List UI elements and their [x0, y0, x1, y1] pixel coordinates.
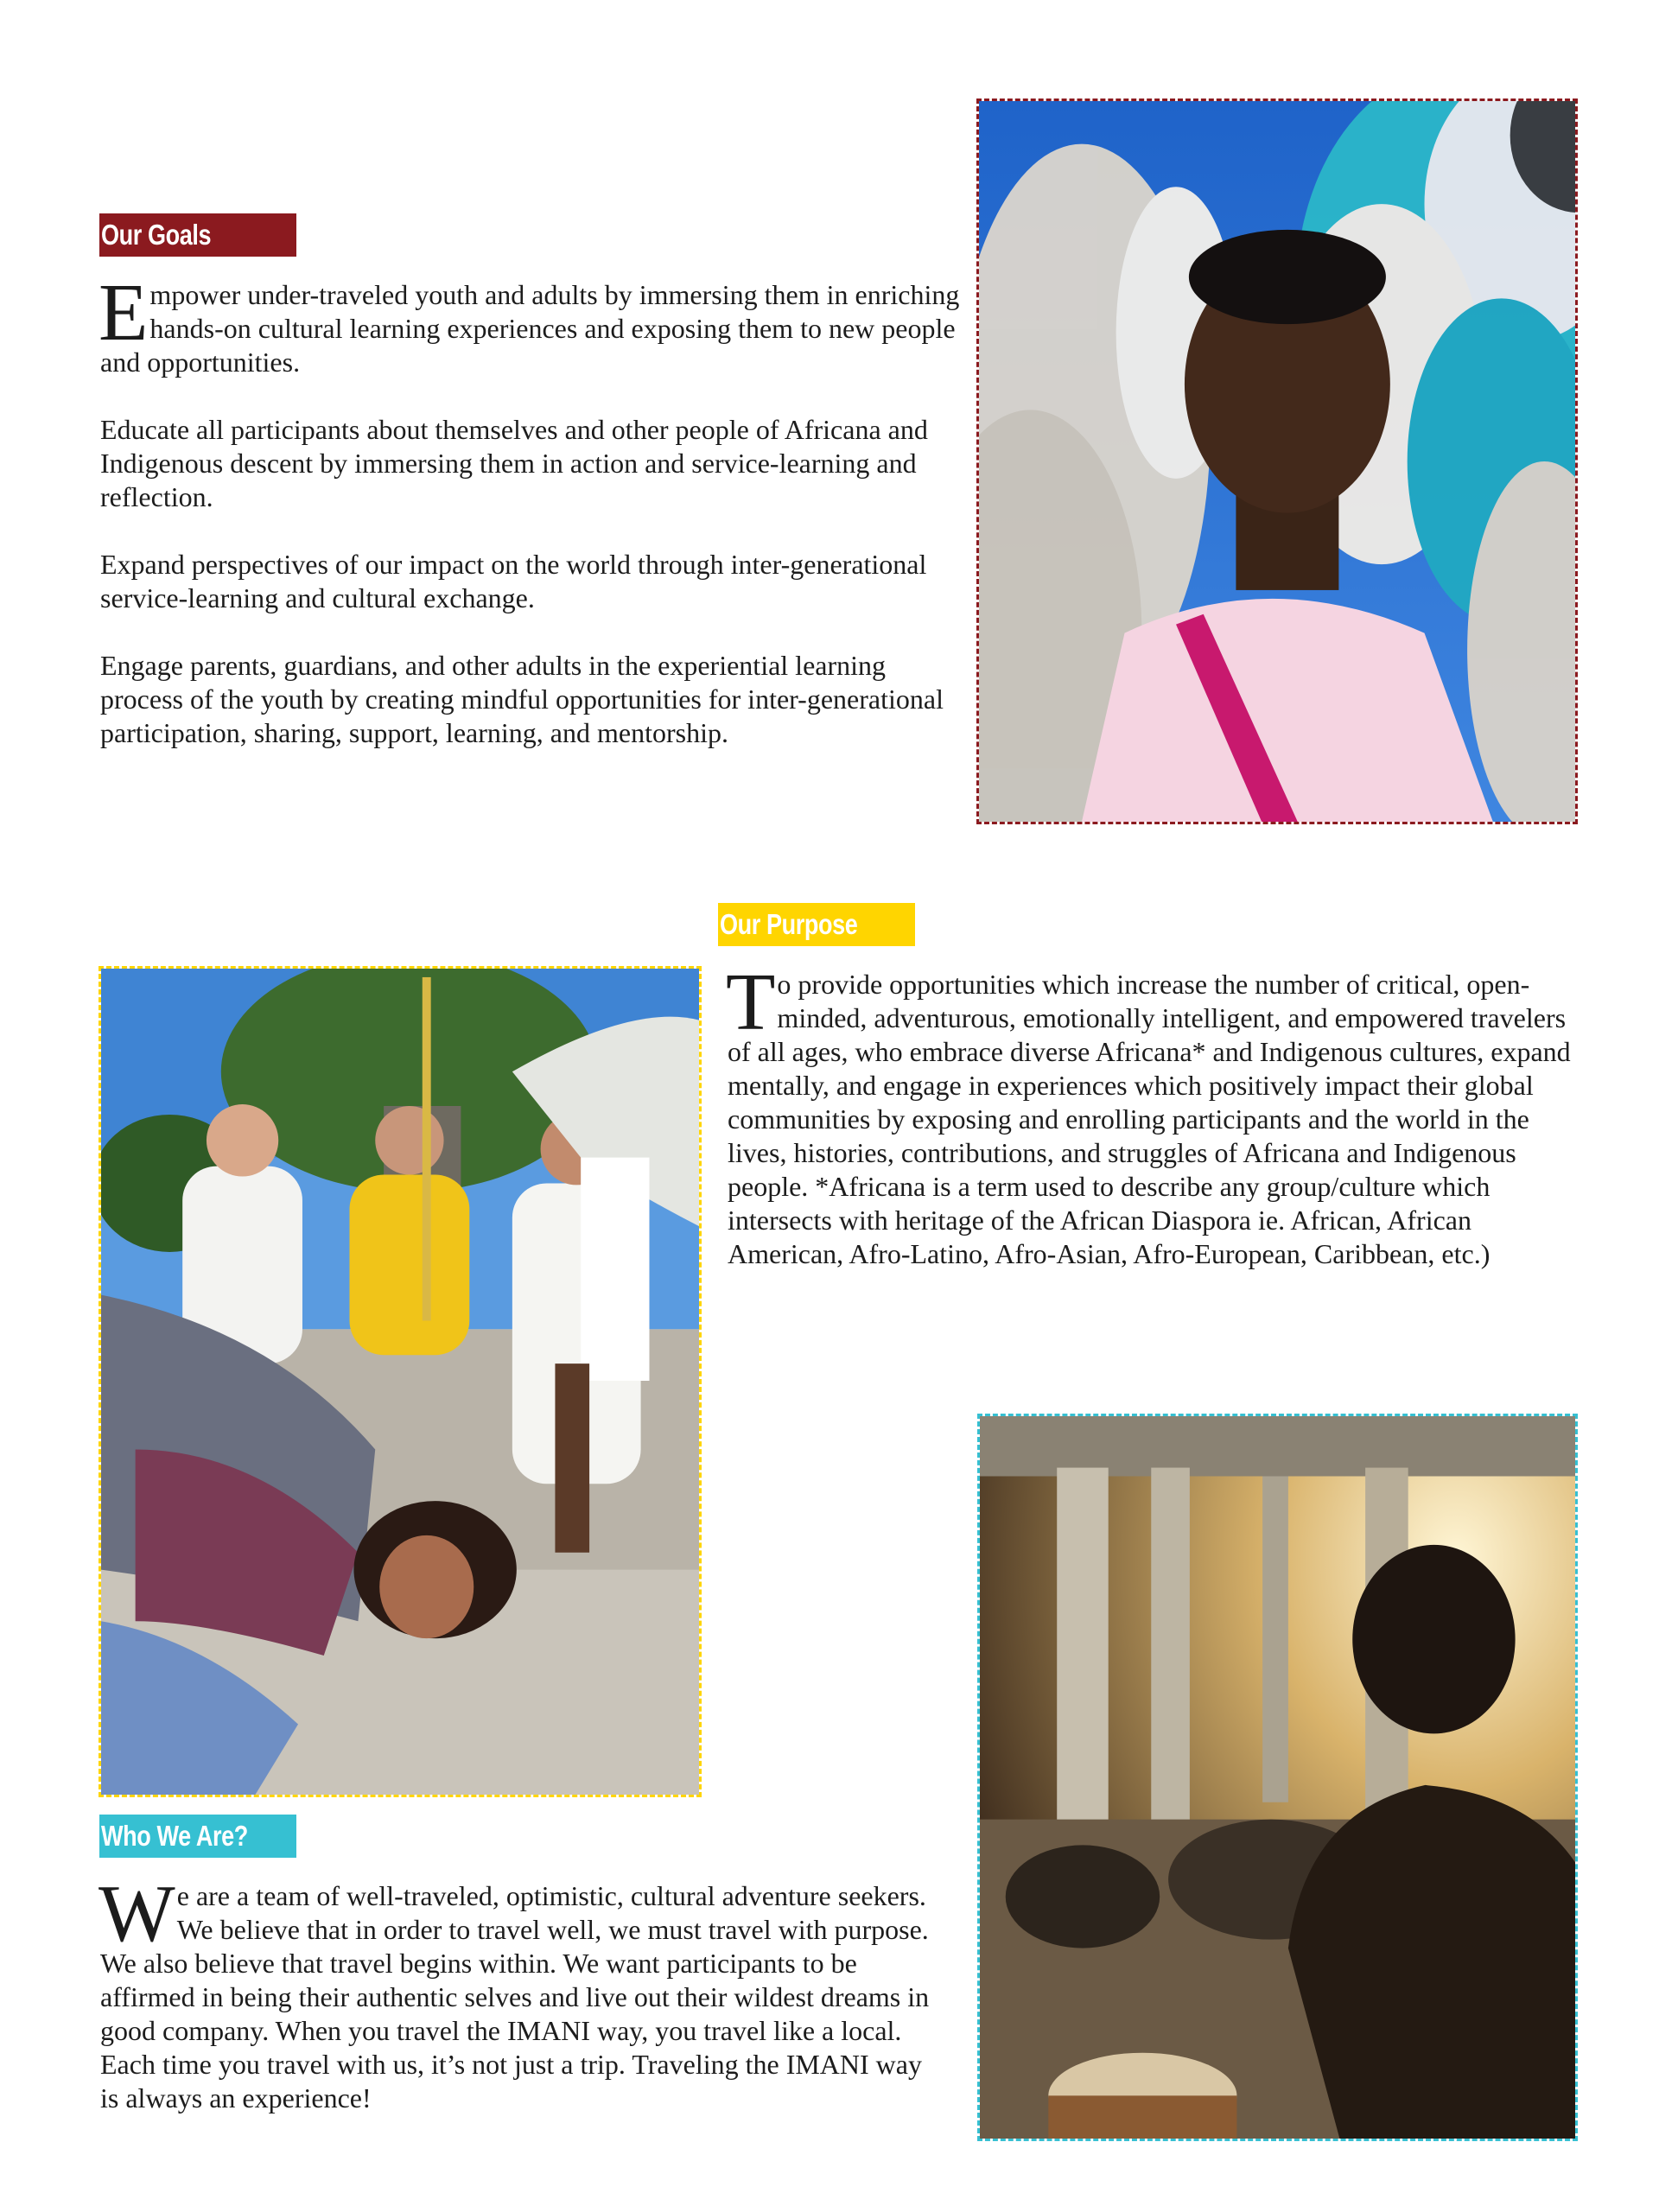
- who-paragraph: We are a team of well-traveled, optimistic, cultural adventure seekers. We believe that in order to travel well, we must travel with purpose. We also believe that travel begins within. We want participants to be affirmed in being their authentic selves and live out their wildest dreams in good company. When you travel the IMANI way, you travel like a local. Each time you travel with us, it’s not just a trip. Traveling the IMANI way is always an experience!: [99, 1869, 930, 2113]
- goals-paragraph-2: Educate all participants about themselves and other people of Africana and Indigenous descent by immersing them in action and service-learning and reflection.: [100, 414, 928, 512]
- purpose-drop-cap: T: [726, 957, 776, 1047]
- who-heading: Who We Are?: [99, 1815, 296, 1858]
- drummer-photo: [977, 1414, 1578, 2141]
- goals-paragraph-1: Empower under-traveled youth and adults by immersing them in enriching hands-on cultural learning experiences and exposing them to new people and opportunities.: [99, 268, 960, 378]
- feather-portrait-photo: [976, 99, 1578, 824]
- who-drop-cap: W: [99, 1869, 175, 1959]
- goals-paragraph-4: Engage parents, guardians, and other adults in the experiential learning process of the youth by creating mindful opportunities for inter-generational participation, sharing, support, learning, and mentorship.: [100, 650, 944, 748]
- purpose-paragraph: To provide opportunities which increase the number of critical, open-minded, adventurous, emotionally intelligent, and empowered travelers of all ages, who embrace diverse Africana* and Indigenous cultures, expand mentally, and engage in experiences which positively impact their global communities by exposing and enrolling participants and the world in the lives, histories, contributions, and struggles of Africana and Indigenous people. *Africana is a term used to describe any group/culture which intersects with heritage of the African Diaspora ie. African, African American, Afro-Latino, Afro-Asian, Afro-European, Caribbean, etc.): [726, 957, 1571, 1269]
- capoeira-photo: [99, 966, 702, 1797]
- goals-text: [99, 268, 964, 750]
- who-text: [99, 1869, 930, 2115]
- purpose-heading: Our Purpose: [718, 903, 915, 946]
- purpose-text: [726, 957, 1583, 1271]
- goals-drop-cap: E: [99, 268, 149, 358]
- goals-heading: Our Goals: [99, 213, 296, 257]
- goals-paragraph-3: Expand perspectives of our impact on the world through inter-generational service-learning and cultural exchange.: [100, 549, 927, 613]
